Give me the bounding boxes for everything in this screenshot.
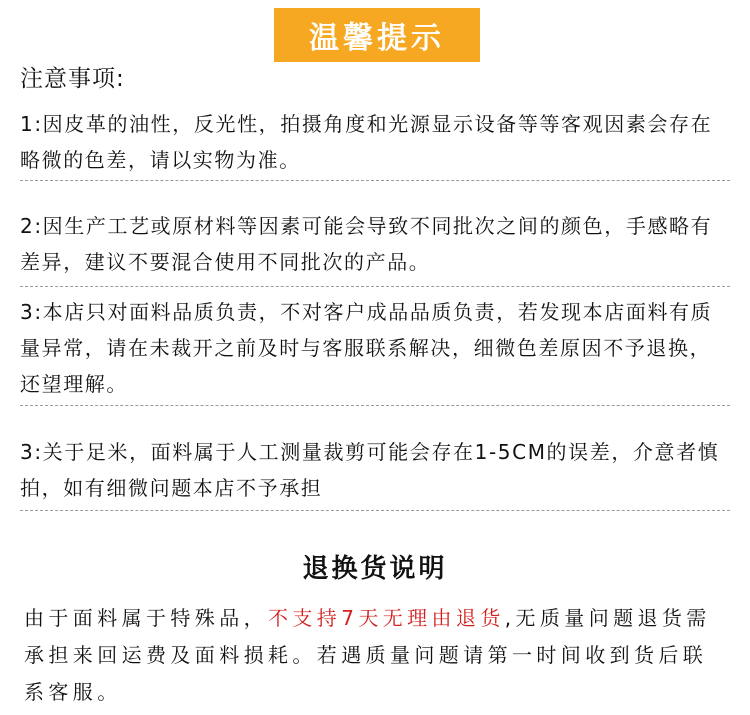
divider — [20, 405, 730, 406]
policy-suffix: ,无质量问题退货需承担来回运费及面料损耗。若遇质量问题请第一时间收到货后联系客服。 — [24, 606, 711, 704]
notes-heading: 注意事项: — [20, 66, 125, 92]
policy-title: 退换货说明 — [302, 554, 448, 584]
note-item-4: 3:关于足米，面料属于人工测量裁剪可能会存在1-5CM的误差，介意者慎拍，如有细微问题本店不予承担 — [20, 440, 720, 500]
divider — [20, 286, 730, 287]
banner-title: 温馨提示 — [309, 21, 445, 56]
note-item-1: 1:因皮革的油性，反光性，拍摄角度和光源显示设备等等客观因素会存在略微的色差，请以实物为准。 — [20, 112, 713, 172]
note-item-2: 2:因生产工艺或原材料等因素可能会导致不同批次之间的颜色，手感略有差异，建议不要混合使用不同批次的产品。 — [20, 214, 713, 274]
banner — [274, 8, 480, 62]
note-item-3: 3:本店只对面料品质负责，不对客户成品品质负责，若发现本店面料有质量异常，请在未裁开之前及时与客服联系解决，细微色差原因不予退换，还望理解。 — [20, 300, 713, 396]
policy-prefix: 由于面料属于特殊品， — [24, 606, 268, 630]
policy-highlight: 不支持7天无理由退货 — [268, 606, 505, 630]
divider — [20, 510, 730, 511]
divider — [20, 180, 730, 181]
policy-text — [24, 600, 730, 711]
